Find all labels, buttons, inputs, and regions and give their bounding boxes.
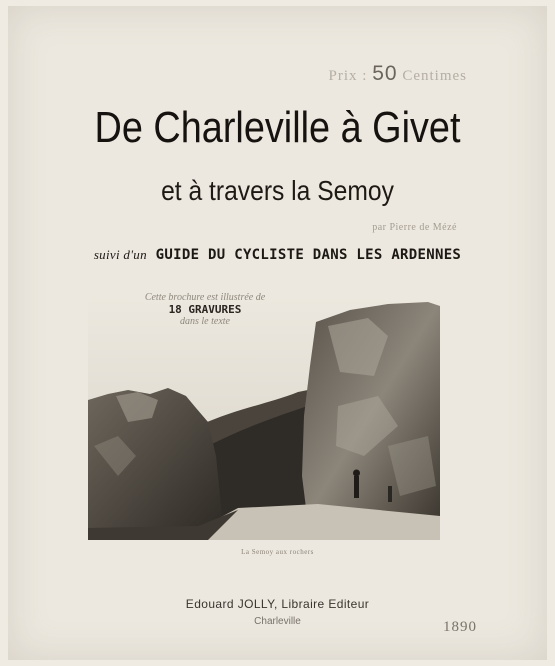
book-title: De Charleville à Givet	[94, 103, 461, 152]
illustration-note	[100, 292, 310, 328]
author-line: par Pierre de Mézé	[372, 222, 457, 233]
publisher-city: Charleville	[254, 616, 301, 627]
guide-line	[0, 247, 555, 263]
price-suffix: Centimes	[402, 68, 467, 84]
engraving-illustration	[88, 296, 440, 540]
price-prefix: Prix :	[328, 68, 368, 84]
guide-prefix: suivi d'un	[93, 247, 147, 262]
engraving-count: 18 GRAVURES	[168, 303, 242, 316]
book-subtitle: et à travers la Semoy	[161, 175, 394, 206]
publisher-line: Edouard JOLLY, Libraire Editeur	[185, 597, 370, 611]
image-caption: La Semoy aux rochers	[241, 548, 314, 556]
price-value: 50	[372, 62, 398, 85]
price-line	[329, 62, 467, 86]
publication-year: 1890	[443, 619, 477, 635]
guide-title: GUIDE DU CYCLISTE DANS LES ARDENNES	[155, 247, 462, 263]
illustration-note-line1: Cette brochure est illustrée de	[144, 292, 266, 303]
illustration-note-line2: dans le texte	[180, 316, 230, 327]
